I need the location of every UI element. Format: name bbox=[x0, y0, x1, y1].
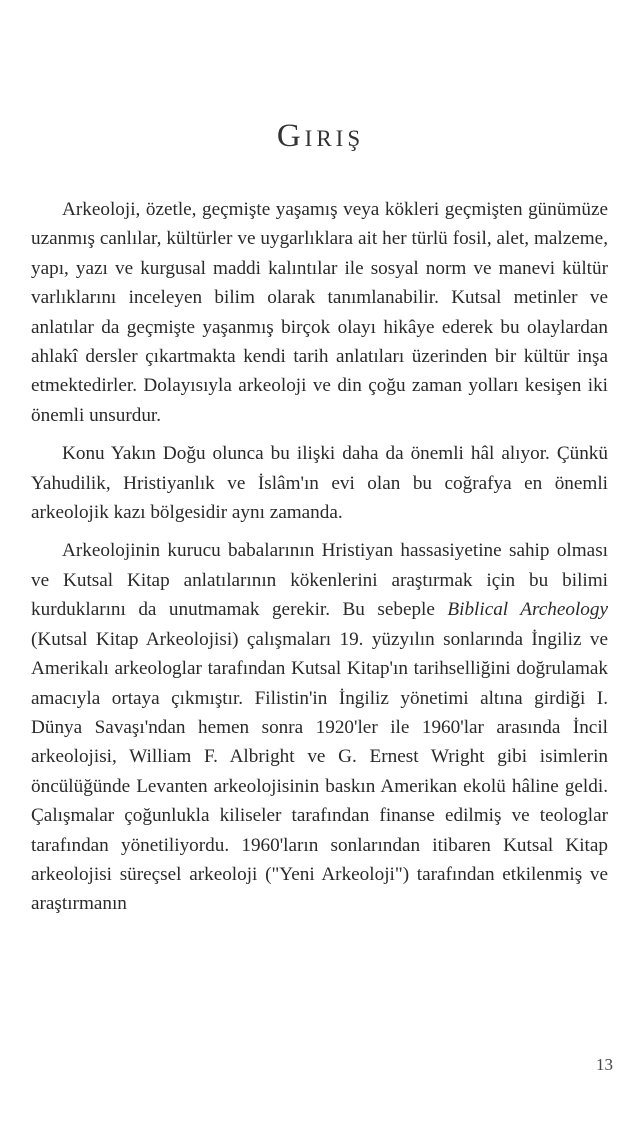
paragraph-2: Konu Yakın Doğu olunca bu ilişki daha da önemli hâl alıyor. Çünkü Yahudilik, Hristiyanlık ve İslâm'ın evi olan bu coğrafya en önemli arkeolojik kazı bölgesidir aynı zamanda. bbox=[31, 443, 608, 524]
chapter-title: Giriş bbox=[276, 118, 365, 154]
paragraph-1: Arkeoloji, özetle, geçmişte yaşamış veya kökleri geçmişten günümüze uzanmış canlılar, kültürler ve uygarlıklara ait her türlü fosil, alet, malzeme, yapı, yazı ve kurgusal maddi kalıntılar ile sosyal norm ve manevi kültür varlıklarını inceleyen bilim olarak tanımlanabilir. Kutsal metinler ve anlatılar da geçmişte yaşanmış birçok olayı hikâye ederek bu olaylardan ahlakî dersler çıkartmakta kendi tarih anlatıları üzerinden bir kültür inşa etmektedirler. Dolayısıyla arkeoloji ve din çoğu zaman yolları kesişen iki önemli unsurdur. bbox=[31, 199, 608, 426]
paragraph-3-text-after: (Kutsal Kitap Arkeolojisi) çalışmaları 19. yüzyılın sonlarında İngiliz ve Amerikalı arkeologlar tarafından Kutsal Kitap'ın tarihselliğini doğrulamak amacıyla ortaya çıkmıştır. Filistin'in İngiliz yönetimi altına girdiği I. Dünya Savaşı'ndan hemen sonra 1920'ler ile 1960'lar arasında İncil arkeolojisi, William F. Albright ve G. Ernest Wright gibi isimlerin öncülüğünde Levanten arkeolojisinin baskın Amerikan ekolü hâline geldi. Çalışmalar çoğunlukla kiliseler tarafından finanse edilmiş ve teologlar tarafından yönetiliyordu. 1960'ların sonlarından itibaren Kutsal Kitap arkeolojisi süreçsel arkeoloji ("Yeni Arkeoloji") tarafından etkilenmiş ve araştırmanın bbox=[31, 628, 608, 915]
paragraph-3 bbox=[31, 536, 608, 918]
page-number: 13 bbox=[596, 1055, 613, 1074]
body-text bbox=[31, 195, 608, 919]
italic-term: Biblical Archeology bbox=[447, 599, 608, 621]
paragraph-3-text-before: Arkeolojinin kurucu babalarının Hristiyan hassasiyetine sahip olması ve Kutsal Kitap anlatılarının kökenlerini araştırmak için bu bilimi kurduklarını da unutmamak gerekir. Bu sebeple bbox=[31, 540, 608, 621]
